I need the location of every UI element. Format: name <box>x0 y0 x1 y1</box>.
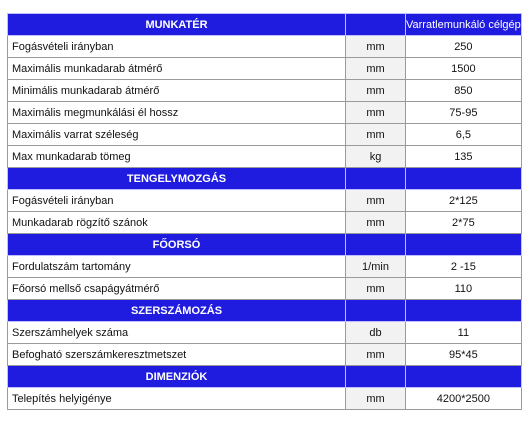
section-title: SZERSZÁMOZÁS <box>8 300 346 322</box>
spec-value: 95*45 <box>406 344 522 366</box>
section-title: TENGELYMOZGÁS <box>8 168 346 190</box>
table-row <box>8 344 522 366</box>
spec-unit: mm <box>346 344 406 366</box>
spec-label: Fogásvételi irányban <box>8 190 346 212</box>
spec-label: Munkadarab rögzítő szánok <box>8 212 346 234</box>
spec-value: 2 -15 <box>406 256 522 278</box>
spec-value: 1500 <box>406 58 522 80</box>
spec-label: Maximális munkadarab átmérő <box>8 58 346 80</box>
spec-table-body <box>8 14 522 410</box>
section-header-row <box>8 234 522 256</box>
spec-label: Fogásvételi irányban <box>8 36 346 58</box>
header-left-label: MUNKATÉR <box>8 14 346 36</box>
section-header-spacer <box>346 168 406 190</box>
spec-table <box>7 13 522 410</box>
spec-value: 135 <box>406 146 522 168</box>
spec-value: 850 <box>406 80 522 102</box>
table-header-row <box>8 14 522 36</box>
section-header-spacer <box>406 234 522 256</box>
spec-unit: mm <box>346 212 406 234</box>
section-title: FŐORSÓ <box>8 234 346 256</box>
section-header-spacer <box>406 300 522 322</box>
spec-value: 4200*2500 <box>406 388 522 410</box>
spec-table-container <box>7 13 522 410</box>
header-machine-label: Varratlemunkáló célgép <box>406 14 522 36</box>
table-row <box>8 124 522 146</box>
table-row <box>8 102 522 124</box>
spec-unit: mm <box>346 190 406 212</box>
spec-label: Maximális megmunkálási él hossz <box>8 102 346 124</box>
spec-unit: mm <box>346 124 406 146</box>
spec-value: 2*125 <box>406 190 522 212</box>
spec-unit: 1/min <box>346 256 406 278</box>
spec-unit: mm <box>346 388 406 410</box>
spec-label: Minimális munkadarab átmérő <box>8 80 346 102</box>
section-header-row <box>8 366 522 388</box>
table-row <box>8 212 522 234</box>
section-title: DIMENZIÓK <box>8 366 346 388</box>
spec-unit: mm <box>346 80 406 102</box>
spec-label: Max munkadarab tömeg <box>8 146 346 168</box>
spec-label: Fordulatszám tartomány <box>8 256 346 278</box>
table-row <box>8 36 522 58</box>
table-row <box>8 58 522 80</box>
section-header-spacer <box>406 366 522 388</box>
spec-value: 6,5 <box>406 124 522 146</box>
table-row <box>8 278 522 300</box>
spec-unit: kg <box>346 146 406 168</box>
spec-value: 2*75 <box>406 212 522 234</box>
spec-unit: mm <box>346 278 406 300</box>
table-row <box>8 80 522 102</box>
spec-label: Szerszámhelyek száma <box>8 322 346 344</box>
section-header-spacer <box>406 168 522 190</box>
spec-unit: mm <box>346 36 406 58</box>
section-header-spacer <box>346 234 406 256</box>
spec-value: 250 <box>406 36 522 58</box>
table-row <box>8 256 522 278</box>
section-header-row <box>8 168 522 190</box>
table-row <box>8 190 522 212</box>
spec-value: 11 <box>406 322 522 344</box>
spec-label: Főorsó mellső csapágyátmérő <box>8 278 346 300</box>
section-header-spacer <box>346 300 406 322</box>
section-header-row <box>8 300 522 322</box>
spec-unit: db <box>346 322 406 344</box>
table-row <box>8 146 522 168</box>
spec-unit: mm <box>346 58 406 80</box>
spec-unit: mm <box>346 102 406 124</box>
spec-label: Befogható szerszámkeresztmetszet <box>8 344 346 366</box>
section-header-spacer <box>346 366 406 388</box>
spec-value: 110 <box>406 278 522 300</box>
spec-label: Telepítés helyigénye <box>8 388 346 410</box>
header-spacer <box>346 14 406 36</box>
spec-label: Maximális varrat széleség <box>8 124 346 146</box>
table-row <box>8 388 522 410</box>
table-row <box>8 322 522 344</box>
spec-value: 75-95 <box>406 102 522 124</box>
